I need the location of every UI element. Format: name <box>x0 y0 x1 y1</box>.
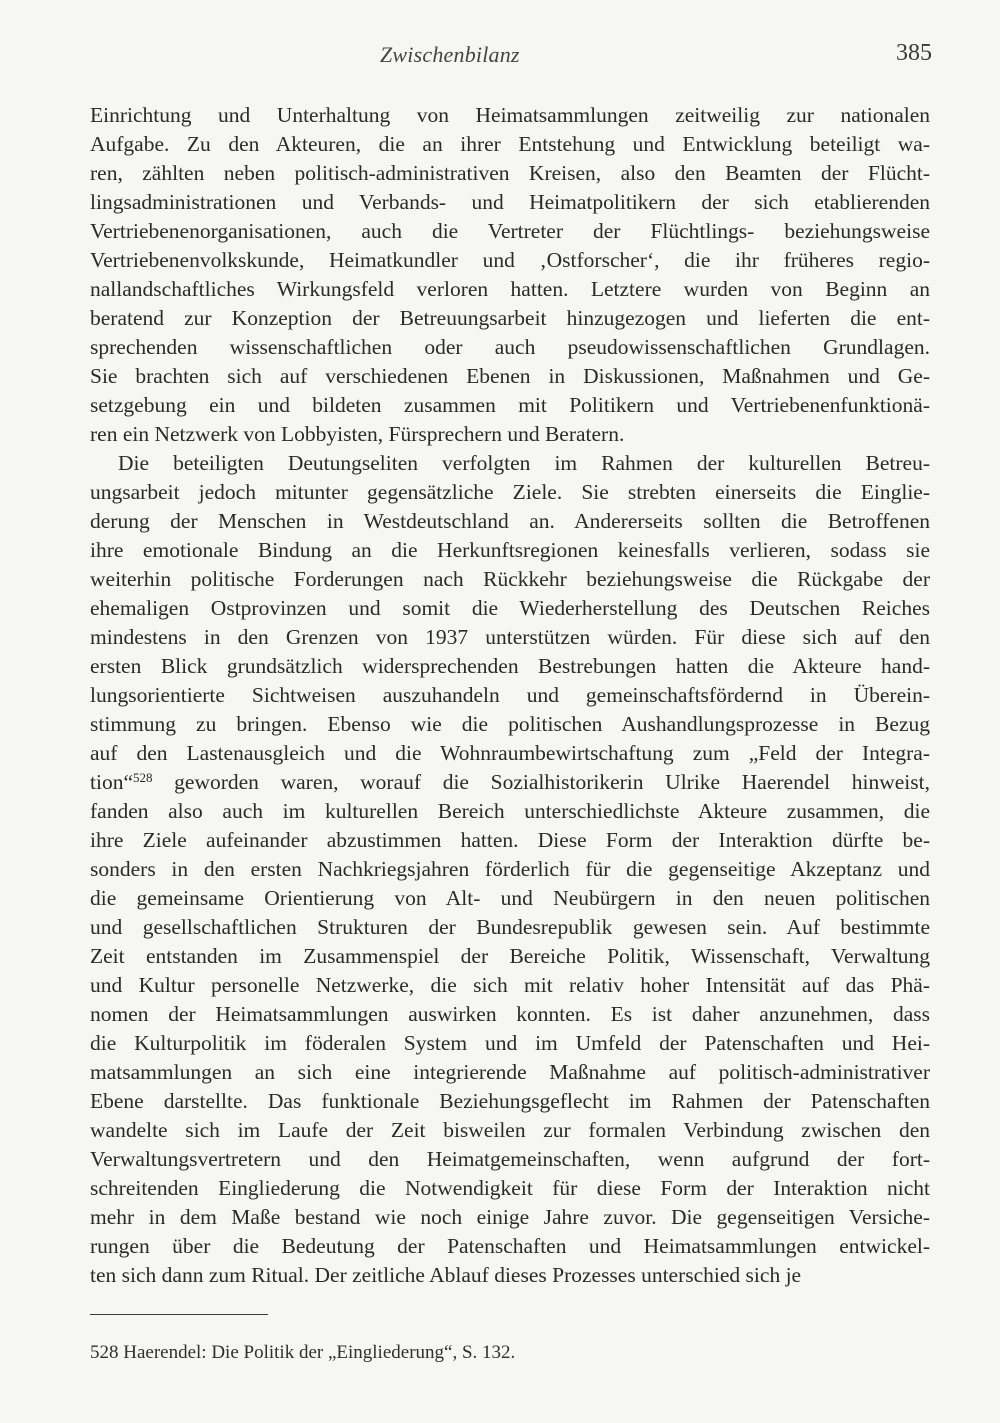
text-line: Verwaltungsvertretern und den Heimatgemeinschaften, wenn aufgrund der fort- <box>90 1147 930 1171</box>
text-line: ersten Blick grundsätzlich widersprechenden Bestrebungen hatten die Akteure hand- <box>90 654 930 678</box>
text-line: Die beteiligten Deutungseliten verfolgten im Rahmen der kulturellen Betreu- <box>118 451 930 475</box>
text-line: rungen über die Bedeutung der Patenschaften und Heimatsammlungen entwickel- <box>90 1234 930 1258</box>
text-line: stimmung zu bringen. Ebenso wie die politischen Aushandlungsprozesse in Bezug <box>90 712 930 736</box>
text-line: und Kultur personelle Netzwerke, die sich mit relativ hoher Intensität auf das Phä- <box>90 973 930 997</box>
text-line: nallandschaftliches Wirkungsfeld verloren hatten. Letztere wurden von Beginn an <box>90 277 930 301</box>
text-line: Vertriebenenvolkskunde, Heimatkundler und ‚Ostforscher‘, die ihr früheres regio- <box>90 248 930 272</box>
text-line: nomen der Heimatsammlungen auswirken konnten. Es ist daher anzunehmen, dass <box>90 1002 930 1026</box>
text-line: lingsadministrationen und Verbands- und Heimatpolitikern der sich etablierenden <box>90 190 930 214</box>
text-line: Zeit entstanden im Zusammenspiel der Bereiche Politik, Wissenschaft, Verwaltung <box>90 944 930 968</box>
text-line: die gemeinsame Orientierung von Alt- und Neubürgern in den neuen politischen <box>90 886 930 910</box>
text-line: sprechenden wissenschaftlichen oder auch pseudowissenschaftlichen Grundlagen. <box>90 335 930 359</box>
text-line: Vertriebenenorganisationen, auch die Vertreter der Flüchtlings- beziehungsweise <box>90 219 930 243</box>
page-number: 385 <box>896 40 932 66</box>
text-line: ihre Ziele aufeinander abzustimmen hatten. Diese Form der Interaktion dürfte be- <box>90 828 930 852</box>
text-line: ehemaligen Ostprovinzen und somit die Wiederherstellung des Deutschen Reiches <box>90 596 930 620</box>
text-line: fanden also auch im kulturellen Bereich unterschiedlichste Akteure zusammen, die <box>90 799 930 823</box>
text-line: lungsorientierte Sichtweisen auszuhandeln und gemeinschaftsfördernd in Überein- <box>90 683 930 707</box>
running-title: Zwischenbilanz <box>380 42 520 67</box>
text-line: schreitenden Eingliederung die Notwendigkeit für diese Form der Interaktion nicht <box>90 1176 930 1200</box>
text-line: auf den Lastenausgleich und die Wohnraumbewirtschaftung zum „Feld der Integra- <box>90 741 930 765</box>
text-line: setzgebung ein und bildeten zusammen mit Politikern und Vertriebenenfunktionä- <box>90 393 930 417</box>
body-text <box>90 101 930 1290</box>
text-line: Aufgabe. Zu den Akteuren, die an ihrer Entstehung und Entwicklung beteiligt wa- <box>90 132 930 156</box>
text-line: mindestens in den Grenzen von 1937 unterstützen würden. Für diese sich auf den <box>90 625 930 649</box>
text-line: Sie brachten sich auf verschiedenen Ebenen in Diskussionen, Maßnahmen und Ge- <box>90 364 930 388</box>
text-line: Einrichtung und Unterhaltung von Heimatsammlungen zeitweilig zur nationalen <box>90 103 930 127</box>
text-line: wandelte sich im Laufe der Zeit bisweilen zur formalen Verbindung zwischen den <box>90 1118 930 1142</box>
footnote-reference[interactable]: 528 <box>133 770 153 785</box>
footnote-separator <box>90 1314 268 1315</box>
text-line: beratend zur Konzeption der Betreuungsarbeit hinzugezogen und lieferten die ent- <box>90 306 930 330</box>
text-line: ren, zählten neben politisch-administrativen Kreisen, also den Beamten der Flücht- <box>90 161 930 185</box>
footnote: 528 Haerendel: Die Politik der „Eingliederung“, S. 132. <box>90 1342 516 1363</box>
text-line: tion“$^{528}$ geworden waren, worauf die Sozialhistorikerin Ulrike Haerendel hinweist, <box>90 770 930 794</box>
text-line: und gesellschaftlichen Strukturen der Bundesrepublik gewesen sein. Auf bestimmte <box>90 915 930 939</box>
text-line: ren ein Netzwerk von Lobbyisten, Fürsprechern und Beratern. <box>90 422 625 446</box>
text-line: matsammlungen an sich eine integrierende Maßnahme auf politisch-administrativer <box>90 1060 930 1084</box>
text-line: mehr in dem Maße bestand wie noch einige Jahre zuvor. Die gegenseitigen Versiche- <box>90 1205 930 1229</box>
text-line: weiterhin politische Forderungen nach Rückkehr beziehungsweise die Rückgabe der <box>90 567 930 591</box>
text-line: die Kulturpolitik im föderalen System und im Umfeld der Patenschaften und Hei- <box>90 1031 930 1055</box>
text-line: derung der Menschen in Westdeutschland an. Andererseits sollten die Betroffenen <box>90 509 930 533</box>
text-line: Ebene darstellte. Das funktionale Beziehungsgeflecht im Rahmen der Patenschaften <box>90 1089 930 1113</box>
paragraph <box>90 449 930 1290</box>
paragraph <box>90 101 930 449</box>
text-line: ten sich dann zum Ritual. Der zeitliche Ablauf dieses Prozesses unterschied sich je <box>90 1263 802 1287</box>
text-line: ihre emotionale Bindung an die Herkunftsregionen keinesfalls verlieren, sodass sie <box>90 538 930 562</box>
text-line: ungsarbeit jedoch mitunter gegensätzliche Ziele. Sie strebten einerseits die Einglie- <box>90 480 930 504</box>
text-line: sonders in den ersten Nachkriegsjahren förderlich für die gegenseitige Akzeptanz und <box>90 857 930 881</box>
